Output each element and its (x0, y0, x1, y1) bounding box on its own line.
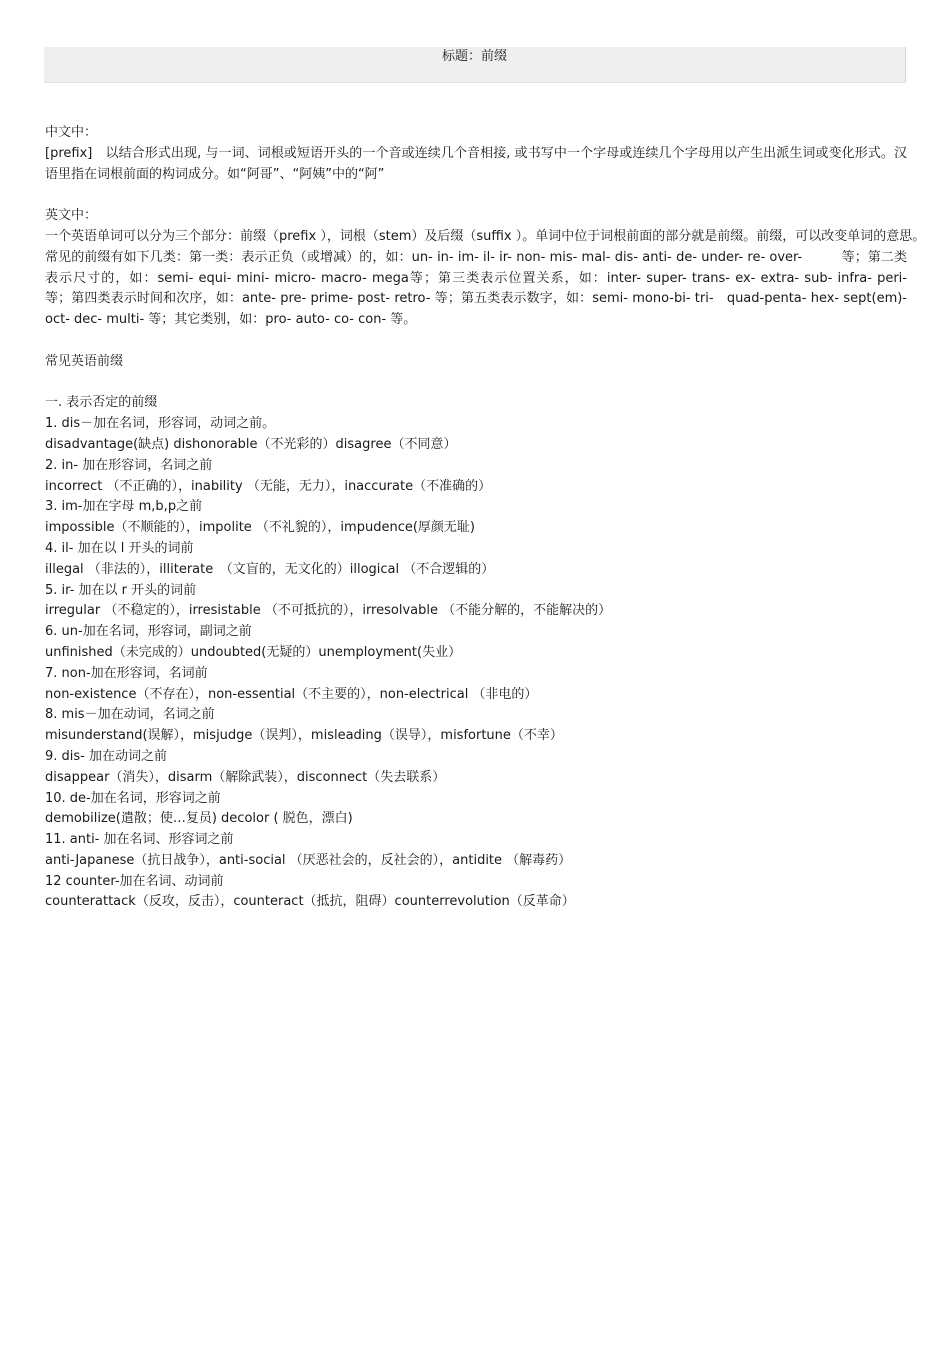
chinese-definition: [prefix] 以结合形式出现, 与一词、词根或短语开头的一个音或连续几个音相接, 或书写中一个字母或连续几个字母用以产生出派生词或变化形式。汉语里指在词根前面的构词成分。如“阿哥”、“阿姨”中的“阿” (45, 145, 907, 182)
spacer (45, 373, 907, 394)
prefix-rule: 4. il- 加在以 l 开头的词前 (45, 540, 194, 556)
prefix-rule: 7. non-加在形容词，名词前 (45, 665, 208, 681)
document-body (45, 123, 934, 913)
prefix-rule: 8. mis－加在动词，名词之前 (45, 707, 215, 723)
english-heading: 英文中： (45, 208, 98, 224)
common-prefixes-heading: 常见英语前缀 (45, 353, 124, 369)
prefix-examples: counterattack（反攻，反击），counteract（抵抗，阻碍）counterrevolution（反革命） (45, 894, 575, 910)
prefix-rule: 3. im-加在字母 m,b,p之前 (45, 499, 203, 515)
prefix-examples: non-existence（不存在），non-essential（不主要的），non-electrical （非电的） (45, 686, 538, 702)
title-bar (44, 47, 906, 83)
prefix-rule: 11. anti- 加在名词、形容词之前 (45, 832, 234, 848)
prefix-examples: unfinished（未完成的）undoubted(无疑的）unemployment(失业） (45, 644, 462, 660)
page-title: 标题：前缀 (441, 49, 507, 64)
prefix-examples: misunderstand(误解），misjudge（误判），misleading（误导），misfortune（不幸） (45, 728, 563, 744)
prefix-rule: 1. dis－加在名词，形容词，动词之前。 (45, 416, 276, 432)
prefix-examples: demobilize(遣散；使…复员) decolor ( 脱色，漂白) (45, 811, 353, 827)
negation-heading: 一. 表示否定的前缀 (45, 395, 158, 411)
prefix-rule: 12 counter-加在名词、动词前 (45, 873, 224, 889)
prefix-examples: anti-Japanese（抗日战争），anti-social （厌恶社会的，反社会的），antidite （解毒药） (45, 852, 572, 868)
prefix-examples: disappear（消失），disarm（解除武装），disconnect（失去联系） (45, 769, 446, 785)
prefix-examples: illegal （非法的），illiterate （文盲的，无文化的）illogical （不合逻辑的） (45, 561, 495, 577)
prefix-examples: disadvantage(缺点) dishonorable（不光彩的）disagree（不同意） (45, 436, 457, 452)
prefix-examples: incorrect （不正确的），inability （无能，无力），inaccurate（不准确的） (45, 478, 492, 494)
prefix-rule: 10. de-加在名词，形容词之前 (45, 790, 221, 806)
prefix-rule: 9. dis- 加在动词之前 (45, 748, 167, 764)
english-definition: 一个英语单词可以分为三个部分：前缀（prefix ），词根（stem）及后缀（suffix ）。单词中位于词根前面的部分就是前缀。前缀，可以改变单词的意思。 (45, 228, 926, 244)
prefix-examples: impossible（不顺能的），impolite （不礼貌的），impudence(厚颜无耻) (45, 520, 475, 536)
prefix-rule: 6. un-加在名词，形容词，副词之前 (45, 624, 252, 640)
spacer (45, 185, 907, 206)
prefix-examples: irregular （不稳定的），irresistable （不可抵抗的），irresolvable （不能分解的，不能解决的） (45, 603, 612, 619)
prefix-rule: 5. ir- 加在以 r 开头的词前 (45, 582, 197, 598)
spacer (45, 331, 907, 352)
prefix-rule: 2. in- 加在形容词，名词之前 (45, 457, 213, 473)
prefix-categories: 常见的前缀有如下几类：第一类：表示正负（或增减）的，如：un- in- im- il- ir- non- mis- mal- dis- anti- de- under- re- over- 等；第二类表示尺寸的，如：semi- equi- mini- micro- macro- mega等；第三类表示位置关系，如：inter- super- trans- ex- extra- sub- infra- peri- 等；第四类表示时间和次序，如：ante- pre- prime- post- retro- 等；第五类表示数字，如：semi- mono-bi- tri- quad-penta- hex- sept(em)- oct- dec- multi- 等；其它类别，如：pro- auto- co- con- 等。 (45, 249, 934, 328)
chinese-heading: 中文中： (45, 125, 98, 140)
